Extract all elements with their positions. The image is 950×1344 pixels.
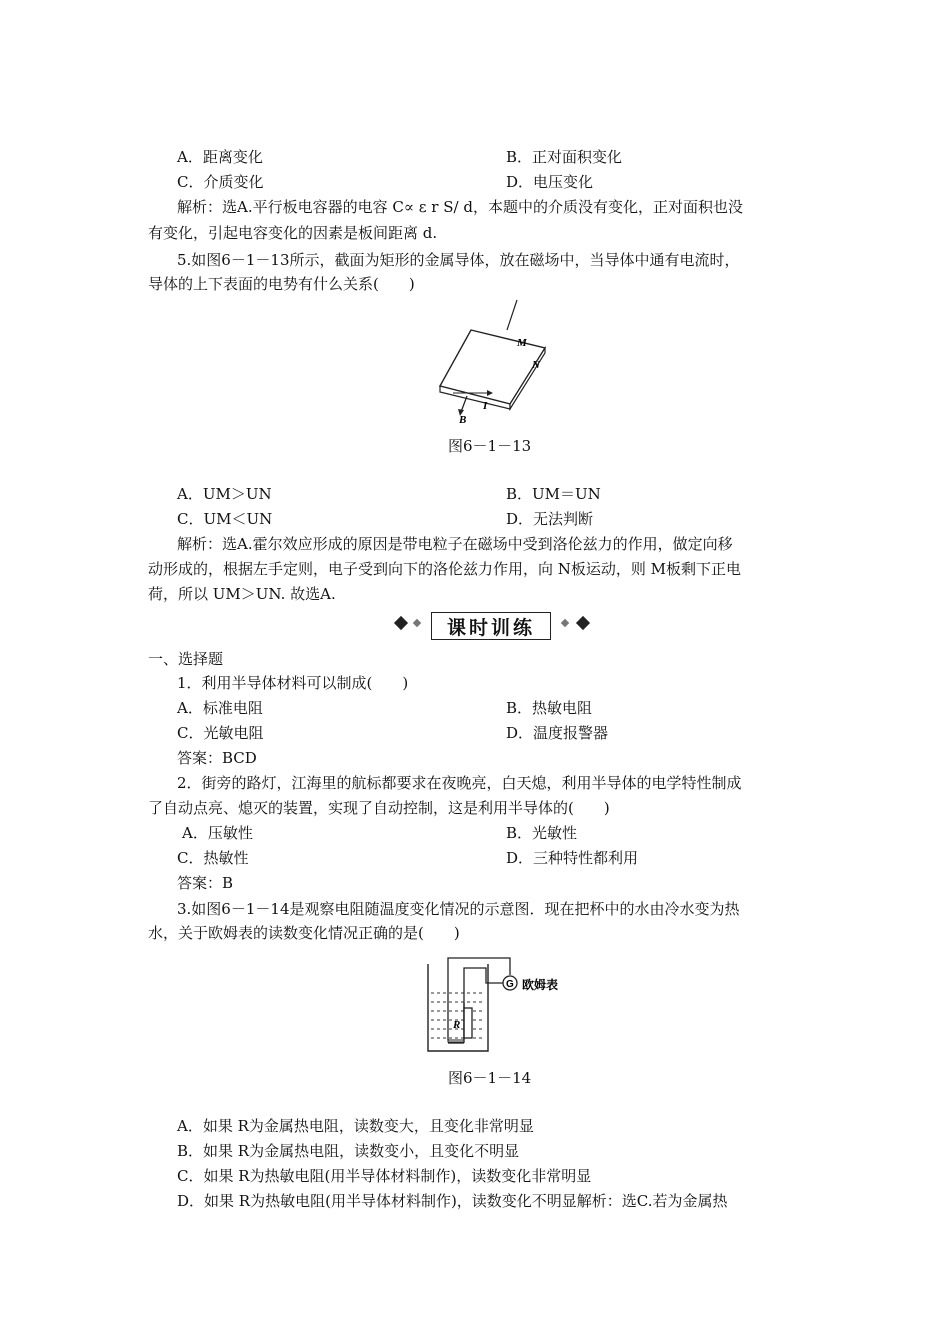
label-n: N [532,359,540,371]
galvanometer-icon: G [506,979,514,990]
t2-option-c: C．热敏性 [177,849,249,867]
diamond-icon [576,616,590,630]
label-ohmmeter: 欧姆表 [522,978,559,992]
q4-solution-line2: 有变化，引起电容变化的因素是板间距离 d. [148,224,438,242]
q5-solution-line1: 解析：选A.霍尔效应形成的原因是带电粒子在磁场中受到洛伦兹力的作用，做定向移 [177,535,733,553]
q4-solution-line1: 解析：选A.平行板电容器的电容 C∝ ε r S/ d，本题中的介质没有变化，正对面积也没 [177,198,743,216]
t1-stem: 1．利用半导体材料可以制成( ) [177,674,409,692]
conductor-magnetic-field-figure [425,296,555,426]
t1-answer: 答案：BCD [177,749,257,767]
q5-option-d: D．无法判断 [506,510,594,528]
t3-option-c: C．如果 R为热敏电阻(用半导体材料制作)，读数变化非常明显 [177,1167,592,1185]
q5-stem-line1: 5.如图6－1－13所示，截面为矩形的金属导体，放在磁场中，当导体中通有电流时， [177,251,740,269]
q5-stem-line2: 导体的上下表面的电势有什么关系( ) [148,275,415,293]
t2-stem-line2: 了自动点亮、熄灭的装置，实现了自动控制，这是利用半导体的( ) [148,799,610,817]
thermistor-ohmmeter-figure [420,948,580,1060]
q5-option-c: C．UM＜UN [177,510,273,528]
t1-option-d: D．温度报警器 [506,724,609,742]
t3-stem-line1: 3.如图6－1－14是观察电阻随温度变化情况的示意图．现在把杯中的水由冷水变为热 [177,900,740,918]
t2-stem-line1: 2．街旁的路灯，江海里的航标都要求在夜晚亮，白天熄，利用半导体的电学特性制成 [177,774,742,792]
section-heading: 一、选择题 [148,650,224,668]
diamond-small-icon [413,619,421,627]
diamond-icon [394,616,408,630]
q5-option-a: A．UM＞UN [177,485,272,503]
t3-option-b: B．如果 R为金属热电阻，读数变小，且变化不明显 [177,1142,520,1160]
label-m: M [517,337,527,349]
t2-option-d: D．三种特性都利用 [506,849,639,867]
t1-option-a: A．标准电阻 [177,699,263,717]
q4-option-a: A．距离变化 [177,148,263,166]
label-i: I [483,400,488,412]
t3-option-d: D．如果 R为热敏电阻(用半导体材料制作)，读数变化不明显解析：选C.若为金属热 [177,1192,728,1210]
q5-solution-line2: 动形成的，根据左手定则，电子受到向下的洛伦兹力作用，向 N板运动，则 M板剩下正电 [148,560,742,578]
t1-option-b: B．热敏电阻 [506,699,593,717]
q5-option-b: B．UM＝UN [506,485,601,503]
t2-option-b: B．光敏性 [506,824,578,842]
label-b: B [459,414,467,426]
t1-option-c: C．光敏电阻 [177,724,264,742]
figure-6-1-14-caption: 图6－1－14 [448,1069,532,1087]
q4-option-c: C．介质变化 [177,173,264,191]
banner-title: 课时训练 [431,612,551,640]
diamond-small-icon [561,619,569,627]
t2-option-a: A．压敏性 [182,824,253,842]
figure-6-1-13-caption: 图6－1－13 [448,437,532,455]
q5-solution-line3: 荷，所以 UM＞UN. 故选A. [148,585,336,603]
t3-option-a: A．如果 R为金属热电阻，读数变大，且变化非常明显 [177,1117,534,1135]
t2-answer: 答案：B [177,874,234,892]
section-banner [386,610,596,642]
q4-option-b: B．正对面积变化 [506,148,623,166]
label-r: R [453,1019,461,1031]
t3-stem-line2: 水，关于欧姆表的读数变化情况正确的是( ) [148,924,460,942]
q4-option-d: D．电压变化 [506,173,594,191]
